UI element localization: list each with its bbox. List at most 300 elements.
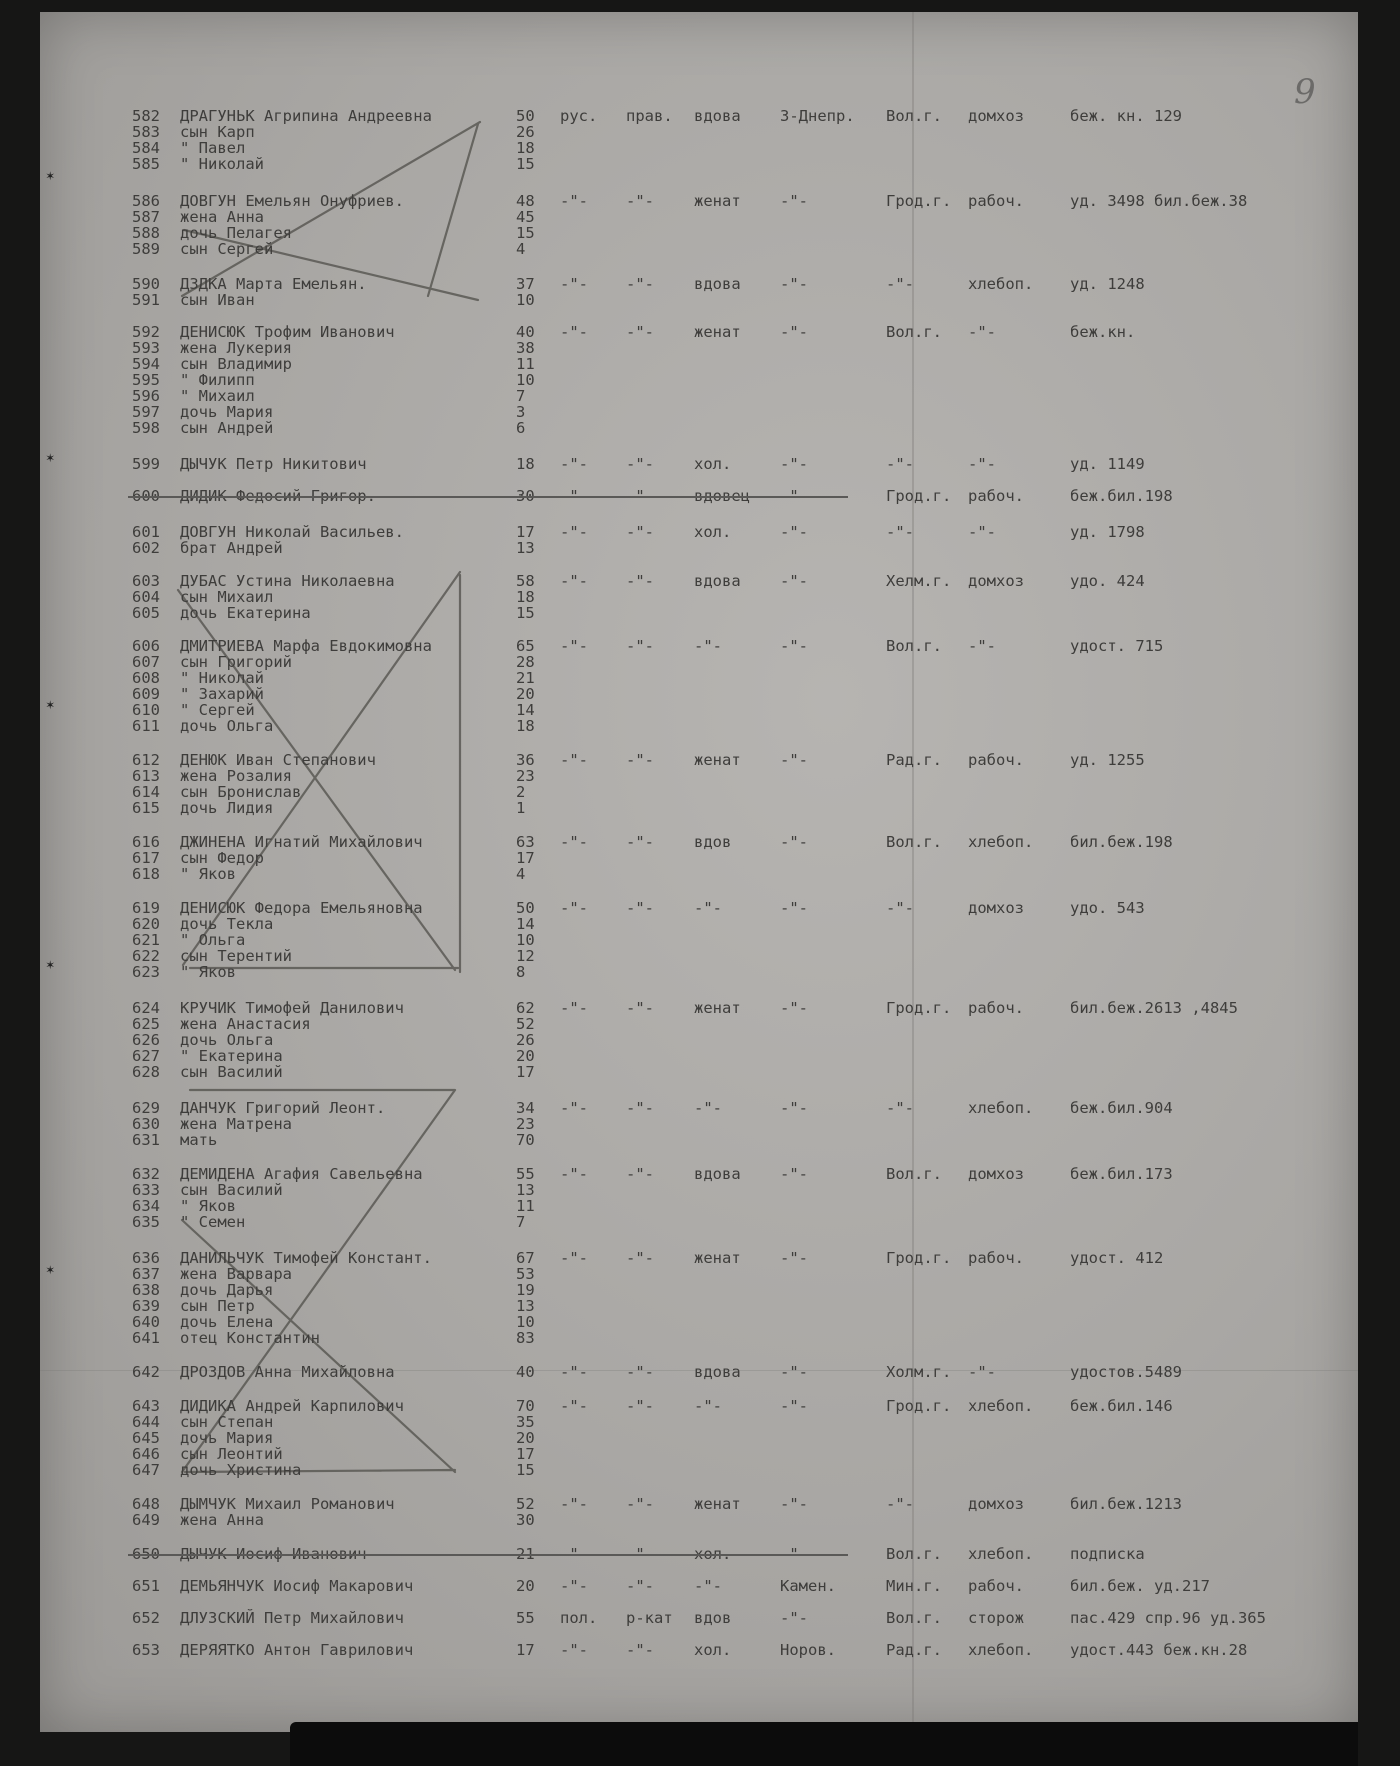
cell-doc: подписка <box>1070 1545 1145 1563</box>
cell-fam: вдова <box>694 572 741 590</box>
cell-loc: Мин.г. <box>886 1577 942 1595</box>
cell-age: 35 <box>516 1413 535 1431</box>
cell-name: жена Лукерия <box>180 339 292 357</box>
table-row <box>0 589 1400 605</box>
cell-loc: Грод.г. <box>886 487 952 505</box>
cell-age: 40 <box>516 1363 535 1381</box>
table-row <box>0 1578 1400 1594</box>
cell-name: сын Карп <box>180 123 255 141</box>
cell-name: ДЫМЧУК Михаил Романович <box>180 1495 395 1513</box>
cell-age: 50 <box>516 107 535 125</box>
cell-num: 613 <box>132 767 160 785</box>
cell-age: 3 <box>516 403 526 421</box>
cell-age: 8 <box>516 963 526 981</box>
cell-age: 10 <box>516 371 535 389</box>
cell-age: 20 <box>516 1429 535 1447</box>
cell-from: -"- <box>780 1545 808 1563</box>
cell-age: 48 <box>516 192 535 210</box>
cell-age: 1 <box>516 799 526 817</box>
cell-loc: Вол.г. <box>886 323 942 341</box>
cell-from: -"- <box>780 899 808 917</box>
cell-num: 646 <box>132 1445 160 1463</box>
cell-age: 11 <box>516 1197 535 1215</box>
table-row <box>0 1266 1400 1282</box>
cell-nat: -"- <box>560 1577 588 1595</box>
cell-name: ДРАГУНЬК Агрипина Андреевна <box>180 107 432 125</box>
cell-prof: -"- <box>968 1363 996 1381</box>
cell-from: -"- <box>780 275 808 293</box>
cell-loc: -"- <box>886 523 914 541</box>
table-row <box>0 1462 1400 1478</box>
table-row <box>0 356 1400 372</box>
cell-num: 604 <box>132 588 160 606</box>
cell-age: 55 <box>516 1609 535 1627</box>
cell-num: 621 <box>132 931 160 949</box>
scanner-edge <box>290 1722 1358 1766</box>
cell-age: 20 <box>516 685 535 703</box>
cell-age: 52 <box>516 1495 535 1513</box>
cell-from: З-Днепр. <box>780 107 855 125</box>
cell-num: 594 <box>132 355 160 373</box>
cell-doc: уд. 1149 <box>1070 455 1145 473</box>
table-row <box>0 1132 1400 1148</box>
cell-loc: -"- <box>886 1099 914 1117</box>
cell-age: 30 <box>516 1511 535 1529</box>
cell-name: ДЕМИДЕНА Агафия Савельевна <box>180 1165 423 1183</box>
cell-age: 63 <box>516 833 535 851</box>
cell-age: 4 <box>516 240 526 258</box>
cell-rel: -"- <box>626 323 654 341</box>
cell-prof: -"- <box>968 323 996 341</box>
table-row <box>0 209 1400 225</box>
cell-num: 588 <box>132 224 160 242</box>
cell-name: " Яков <box>180 963 236 981</box>
cell-name: ДЕМЬЯНЧУК Иосиф Макарович <box>180 1577 414 1595</box>
cell-age: 10 <box>516 931 535 949</box>
cell-num: 650 <box>132 1545 160 1563</box>
cell-age: 52 <box>516 1015 535 1033</box>
table-row <box>0 900 1400 916</box>
cell-num: 620 <box>132 915 160 933</box>
cell-name: " Ольга <box>180 931 246 949</box>
cell-age: 17 <box>516 849 535 867</box>
table-row <box>0 140 1400 156</box>
cell-num: 614 <box>132 783 160 801</box>
cell-nat: -"- <box>560 1545 588 1563</box>
cell-num: 649 <box>132 1511 160 1529</box>
cell-nat: рус. <box>560 107 598 125</box>
cell-name: дочь Елена <box>180 1313 274 1331</box>
cell-name: дочь Екатерина <box>180 604 311 622</box>
cell-num: 639 <box>132 1297 160 1315</box>
cell-rel: -"- <box>626 999 654 1017</box>
cell-age: 18 <box>516 455 535 473</box>
cell-age: 14 <box>516 915 535 933</box>
cell-age: 17 <box>516 523 535 541</box>
cell-fam: вдов <box>694 833 732 851</box>
table-row <box>0 1398 1400 1414</box>
cell-age: 20 <box>516 1577 535 1595</box>
cell-rel: -"- <box>626 1397 654 1415</box>
cell-prof: домхоз <box>968 572 1024 590</box>
cell-rel: -"- <box>626 275 654 293</box>
cell-age: 28 <box>516 653 535 671</box>
cell-num: 640 <box>132 1313 160 1331</box>
cell-doc: бил.беж.2613 ,4845 <box>1070 999 1238 1017</box>
cell-from: -"- <box>780 1609 808 1627</box>
cell-doc: беж. кн. 129 <box>1070 107 1182 125</box>
cell-fam: вдова <box>694 275 741 293</box>
cell-prof: -"- <box>968 637 996 655</box>
cell-loc: Вол.г. <box>886 637 942 655</box>
cell-num: 600 <box>132 487 160 505</box>
cell-age: 7 <box>516 387 526 405</box>
cell-prof: рабоч. <box>968 487 1024 505</box>
cell-rel: -"- <box>626 523 654 541</box>
cell-num: 634 <box>132 1197 160 1215</box>
cell-num: 645 <box>132 1429 160 1447</box>
cell-num: 605 <box>132 604 160 622</box>
punch-hole-icon: ✶ <box>46 450 55 466</box>
punch-hole-icon: ✶ <box>46 697 55 713</box>
cell-rel: -"- <box>626 1249 654 1267</box>
cell-age: 40 <box>516 323 535 341</box>
cell-nat: -"- <box>560 1363 588 1381</box>
cell-rel: прав. <box>626 107 673 125</box>
punch-hole-icon: ✶ <box>46 1262 55 1278</box>
cell-fam: женат <box>694 1249 741 1267</box>
cell-nat: -"- <box>560 999 588 1017</box>
cell-age: 23 <box>516 1115 535 1133</box>
cell-nat: -"- <box>560 1641 588 1659</box>
cell-prof: домхоз <box>968 1495 1024 1513</box>
cell-nat: -"- <box>560 1397 588 1415</box>
table-row <box>0 1314 1400 1330</box>
cell-name: " Филипп <box>180 371 255 389</box>
cell-age: 45 <box>516 208 535 226</box>
cell-from: -"- <box>780 455 808 473</box>
table-row <box>0 1414 1400 1430</box>
cell-loc: Грод.г. <box>886 1249 952 1267</box>
cell-num: 615 <box>132 799 160 817</box>
table-row <box>0 1512 1400 1528</box>
cell-prof: хлебоп. <box>968 1099 1034 1117</box>
cell-rel: -"- <box>626 1577 654 1595</box>
cell-num: 653 <box>132 1641 160 1659</box>
cell-name: дочь Мария <box>180 1429 274 1447</box>
cell-name: " Сергей <box>180 701 255 719</box>
cell-num: 599 <box>132 455 160 473</box>
table-row <box>0 752 1400 768</box>
cell-name: " Яков <box>180 865 236 883</box>
table-row <box>0 834 1400 850</box>
cell-age: 36 <box>516 751 535 769</box>
cell-loc: Грод.г. <box>886 999 952 1017</box>
table-row <box>0 964 1400 980</box>
cell-num: 602 <box>132 539 160 557</box>
cell-from: -"- <box>780 323 808 341</box>
cell-age: 23 <box>516 767 535 785</box>
cell-nat: -"- <box>560 455 588 473</box>
cell-num: 629 <box>132 1099 160 1117</box>
cell-age: 17 <box>516 1445 535 1463</box>
cell-num: 625 <box>132 1015 160 1033</box>
cell-age: 12 <box>516 947 535 965</box>
table-row <box>0 866 1400 882</box>
cell-num: 590 <box>132 275 160 293</box>
cell-doc: уд. 3498 бил.беж.38 <box>1070 192 1248 210</box>
table-row <box>0 193 1400 209</box>
cell-nat: -"- <box>560 275 588 293</box>
cell-name: сын Петр <box>180 1297 255 1315</box>
cell-rel: -"- <box>626 833 654 851</box>
table-row <box>0 718 1400 734</box>
table-row <box>0 1182 1400 1198</box>
table-row <box>0 1016 1400 1032</box>
table-row <box>0 524 1400 540</box>
table-row <box>0 1064 1400 1080</box>
table-row <box>0 1000 1400 1016</box>
cell-name: сын Бронислав <box>180 783 302 801</box>
cell-name: отец Константин <box>180 1329 320 1347</box>
cell-age: 18 <box>516 717 535 735</box>
cell-name: ДИДИКА Андрей Карпилович <box>180 1397 404 1415</box>
cell-prof: хлебоп. <box>968 275 1034 293</box>
cell-prof: рабоч. <box>968 999 1024 1017</box>
cell-loc: Рад.г. <box>886 1641 942 1659</box>
cell-name: сын Василий <box>180 1063 283 1081</box>
cell-age: 83 <box>516 1329 535 1347</box>
cell-name: сын Владимир <box>180 355 292 373</box>
cell-loc: Холм.г. <box>886 1363 952 1381</box>
cell-age: 10 <box>516 291 535 309</box>
cell-prof: домхоз <box>968 107 1024 125</box>
table-row <box>0 1032 1400 1048</box>
cell-loc: Вол.г. <box>886 1609 942 1627</box>
table-row <box>0 340 1400 356</box>
cell-rel: -"- <box>626 455 654 473</box>
cell-fam: вдов <box>694 1609 732 1627</box>
cell-age: 70 <box>516 1397 535 1415</box>
cell-name: ДОВГУН Николай Васильев. <box>180 523 404 541</box>
cell-age: 18 <box>516 588 535 606</box>
cell-fam: -"- <box>694 899 722 917</box>
cell-num: 648 <box>132 1495 160 1513</box>
table-row <box>0 1330 1400 1346</box>
cell-rel: -"- <box>626 572 654 590</box>
cell-fam: вдова <box>694 1165 741 1183</box>
cell-loc: Вол.г. <box>886 833 942 851</box>
table-row <box>0 292 1400 308</box>
cell-age: 2 <box>516 783 526 801</box>
cell-age: 19 <box>516 1281 535 1299</box>
cell-num: 582 <box>132 107 160 125</box>
table-row <box>0 1446 1400 1462</box>
cell-from: -"- <box>780 999 808 1017</box>
cell-fam: хол. <box>694 523 732 541</box>
cell-from: -"- <box>780 1363 808 1381</box>
cell-loc: Рад.г. <box>886 751 942 769</box>
cell-num: 616 <box>132 833 160 851</box>
cell-name: ДЕНИСЮК Федора Емельяновна <box>180 899 423 917</box>
cell-name: " Николай <box>180 155 264 173</box>
cell-name: " Николай <box>180 669 264 687</box>
cell-name: " Михаил <box>180 387 255 405</box>
cell-age: 15 <box>516 1461 535 1479</box>
cell-doc: удостов.5489 <box>1070 1363 1182 1381</box>
cell-nat: -"- <box>560 192 588 210</box>
cell-num: 612 <box>132 751 160 769</box>
cell-loc: -"- <box>886 455 914 473</box>
cell-fam: хол. <box>694 1641 732 1659</box>
cell-from: -"- <box>780 833 808 851</box>
cell-age: 6 <box>516 419 526 437</box>
table-row <box>0 573 1400 589</box>
table-row <box>0 1364 1400 1380</box>
cell-num: 617 <box>132 849 160 867</box>
cell-num: 592 <box>132 323 160 341</box>
cell-num: 651 <box>132 1577 160 1595</box>
cell-name: сын Иван <box>180 291 255 309</box>
cell-fam: вдова <box>694 1363 741 1381</box>
cell-fam: женат <box>694 1495 741 1513</box>
cell-doc: удост.443 беж.кн.28 <box>1070 1641 1248 1659</box>
cell-loc: Грод.г. <box>886 192 952 210</box>
cell-from: -"- <box>780 1099 808 1117</box>
cell-nat: -"- <box>560 1099 588 1117</box>
cell-name: ДЕНЮК Иван Степанович <box>180 751 376 769</box>
cell-prof: -"- <box>968 455 996 473</box>
table-row <box>0 784 1400 800</box>
cell-from: -"- <box>780 192 808 210</box>
cell-age: 26 <box>516 1031 535 1049</box>
cell-fam: женат <box>694 323 741 341</box>
cell-name: " Семен <box>180 1213 246 1231</box>
cell-num: 587 <box>132 208 160 226</box>
cell-name: дочь Ольга <box>180 717 274 735</box>
cell-num: 583 <box>132 123 160 141</box>
cell-name: " Павел <box>180 139 246 157</box>
cell-num: 628 <box>132 1063 160 1081</box>
table-row <box>0 372 1400 388</box>
cell-num: 631 <box>132 1131 160 1149</box>
cell-nat: -"- <box>560 833 588 851</box>
cell-age: 10 <box>516 1313 535 1331</box>
cell-name: ДЗДКА Марта Емельян. <box>180 275 367 293</box>
cell-name: жена Анна <box>180 208 264 226</box>
cell-prof: рабоч. <box>968 1577 1024 1595</box>
cell-prof: рабоч. <box>968 751 1024 769</box>
cell-num: 610 <box>132 701 160 719</box>
cell-fam: вдова <box>694 107 741 125</box>
cell-doc: беж.кн. <box>1070 323 1136 341</box>
cell-from: -"- <box>780 487 808 505</box>
table-row <box>0 456 1400 472</box>
cell-name: дочь Текла <box>180 915 274 933</box>
cell-name: ДЕРЯЯТКО Антон Гаврилович <box>180 1641 414 1659</box>
cell-age: 65 <box>516 637 535 655</box>
cell-doc: удо. 424 <box>1070 572 1145 590</box>
cell-num: 626 <box>132 1031 160 1049</box>
cell-age: 70 <box>516 1131 535 1149</box>
cell-fam: хол. <box>694 1545 732 1563</box>
cell-doc: уд. 1248 <box>1070 275 1145 293</box>
table-row <box>0 1546 1400 1562</box>
cell-num: 585 <box>132 155 160 173</box>
cell-nat: -"- <box>560 323 588 341</box>
cell-num: 584 <box>132 139 160 157</box>
cell-age: 17 <box>516 1063 535 1081</box>
table-row <box>0 276 1400 292</box>
cell-name: жена Матрена <box>180 1115 292 1133</box>
cell-name: ДЫЧУК Петр Никитович <box>180 455 367 473</box>
cell-fam: женат <box>694 192 741 210</box>
cell-doc: беж.бил.198 <box>1070 487 1173 505</box>
cell-rel: -"- <box>626 751 654 769</box>
cell-num: 597 <box>132 403 160 421</box>
cell-fam: вдовец <box>694 487 750 505</box>
cell-age: 21 <box>516 1545 535 1563</box>
cell-prof: домхоз <box>968 1165 1024 1183</box>
cell-age: 58 <box>516 572 535 590</box>
cell-name: сын Сергей <box>180 240 274 258</box>
table-row <box>0 488 1400 504</box>
cell-age: 38 <box>516 339 535 357</box>
cell-name: сын Степан <box>180 1413 274 1431</box>
cell-num: 598 <box>132 419 160 437</box>
cell-doc: беж.бил.904 <box>1070 1099 1173 1117</box>
cell-fam: -"- <box>694 1099 722 1117</box>
cell-name: жена Варвара <box>180 1265 292 1283</box>
table-row <box>0 1298 1400 1314</box>
table-row <box>0 605 1400 621</box>
cell-age: 21 <box>516 669 535 687</box>
cell-nat: -"- <box>560 899 588 917</box>
cell-age: 13 <box>516 1297 535 1315</box>
cell-name: сын Григорий <box>180 653 292 671</box>
cell-name: ДАНИЛЬЧУК Тимофей Констант. <box>180 1249 432 1267</box>
cell-num: 627 <box>132 1047 160 1065</box>
cell-rel: -"- <box>626 637 654 655</box>
cell-age: 18 <box>516 139 535 157</box>
table-row <box>0 1100 1400 1116</box>
cell-from: -"- <box>780 523 808 541</box>
cell-num: 608 <box>132 669 160 687</box>
cell-num: 623 <box>132 963 160 981</box>
table-row <box>0 108 1400 124</box>
table-row <box>0 1642 1400 1658</box>
cell-name: сын Василий <box>180 1181 283 1199</box>
cell-name: сын Терентий <box>180 947 292 965</box>
table-row <box>0 156 1400 172</box>
cell-loc: Грод.г. <box>886 1397 952 1415</box>
cell-from: -"- <box>780 1165 808 1183</box>
cell-name: дочь Лидия <box>180 799 274 817</box>
cell-name: дочь Ольга <box>180 1031 274 1049</box>
cell-nat: -"- <box>560 572 588 590</box>
cell-doc: бил.беж.198 <box>1070 833 1173 851</box>
cell-num: 652 <box>132 1609 160 1627</box>
cell-name: ДАНЧУК Григорий Леонт. <box>180 1099 386 1117</box>
cell-from: -"- <box>780 572 808 590</box>
cell-prof: -"- <box>968 523 996 541</box>
table-row <box>0 1214 1400 1230</box>
cell-prof: рабоч. <box>968 1249 1024 1267</box>
cell-name: дочь Пелагея <box>180 224 292 242</box>
cell-rel: -"- <box>626 899 654 917</box>
cell-nat: -"- <box>560 1249 588 1267</box>
cell-fam: -"- <box>694 1397 722 1415</box>
